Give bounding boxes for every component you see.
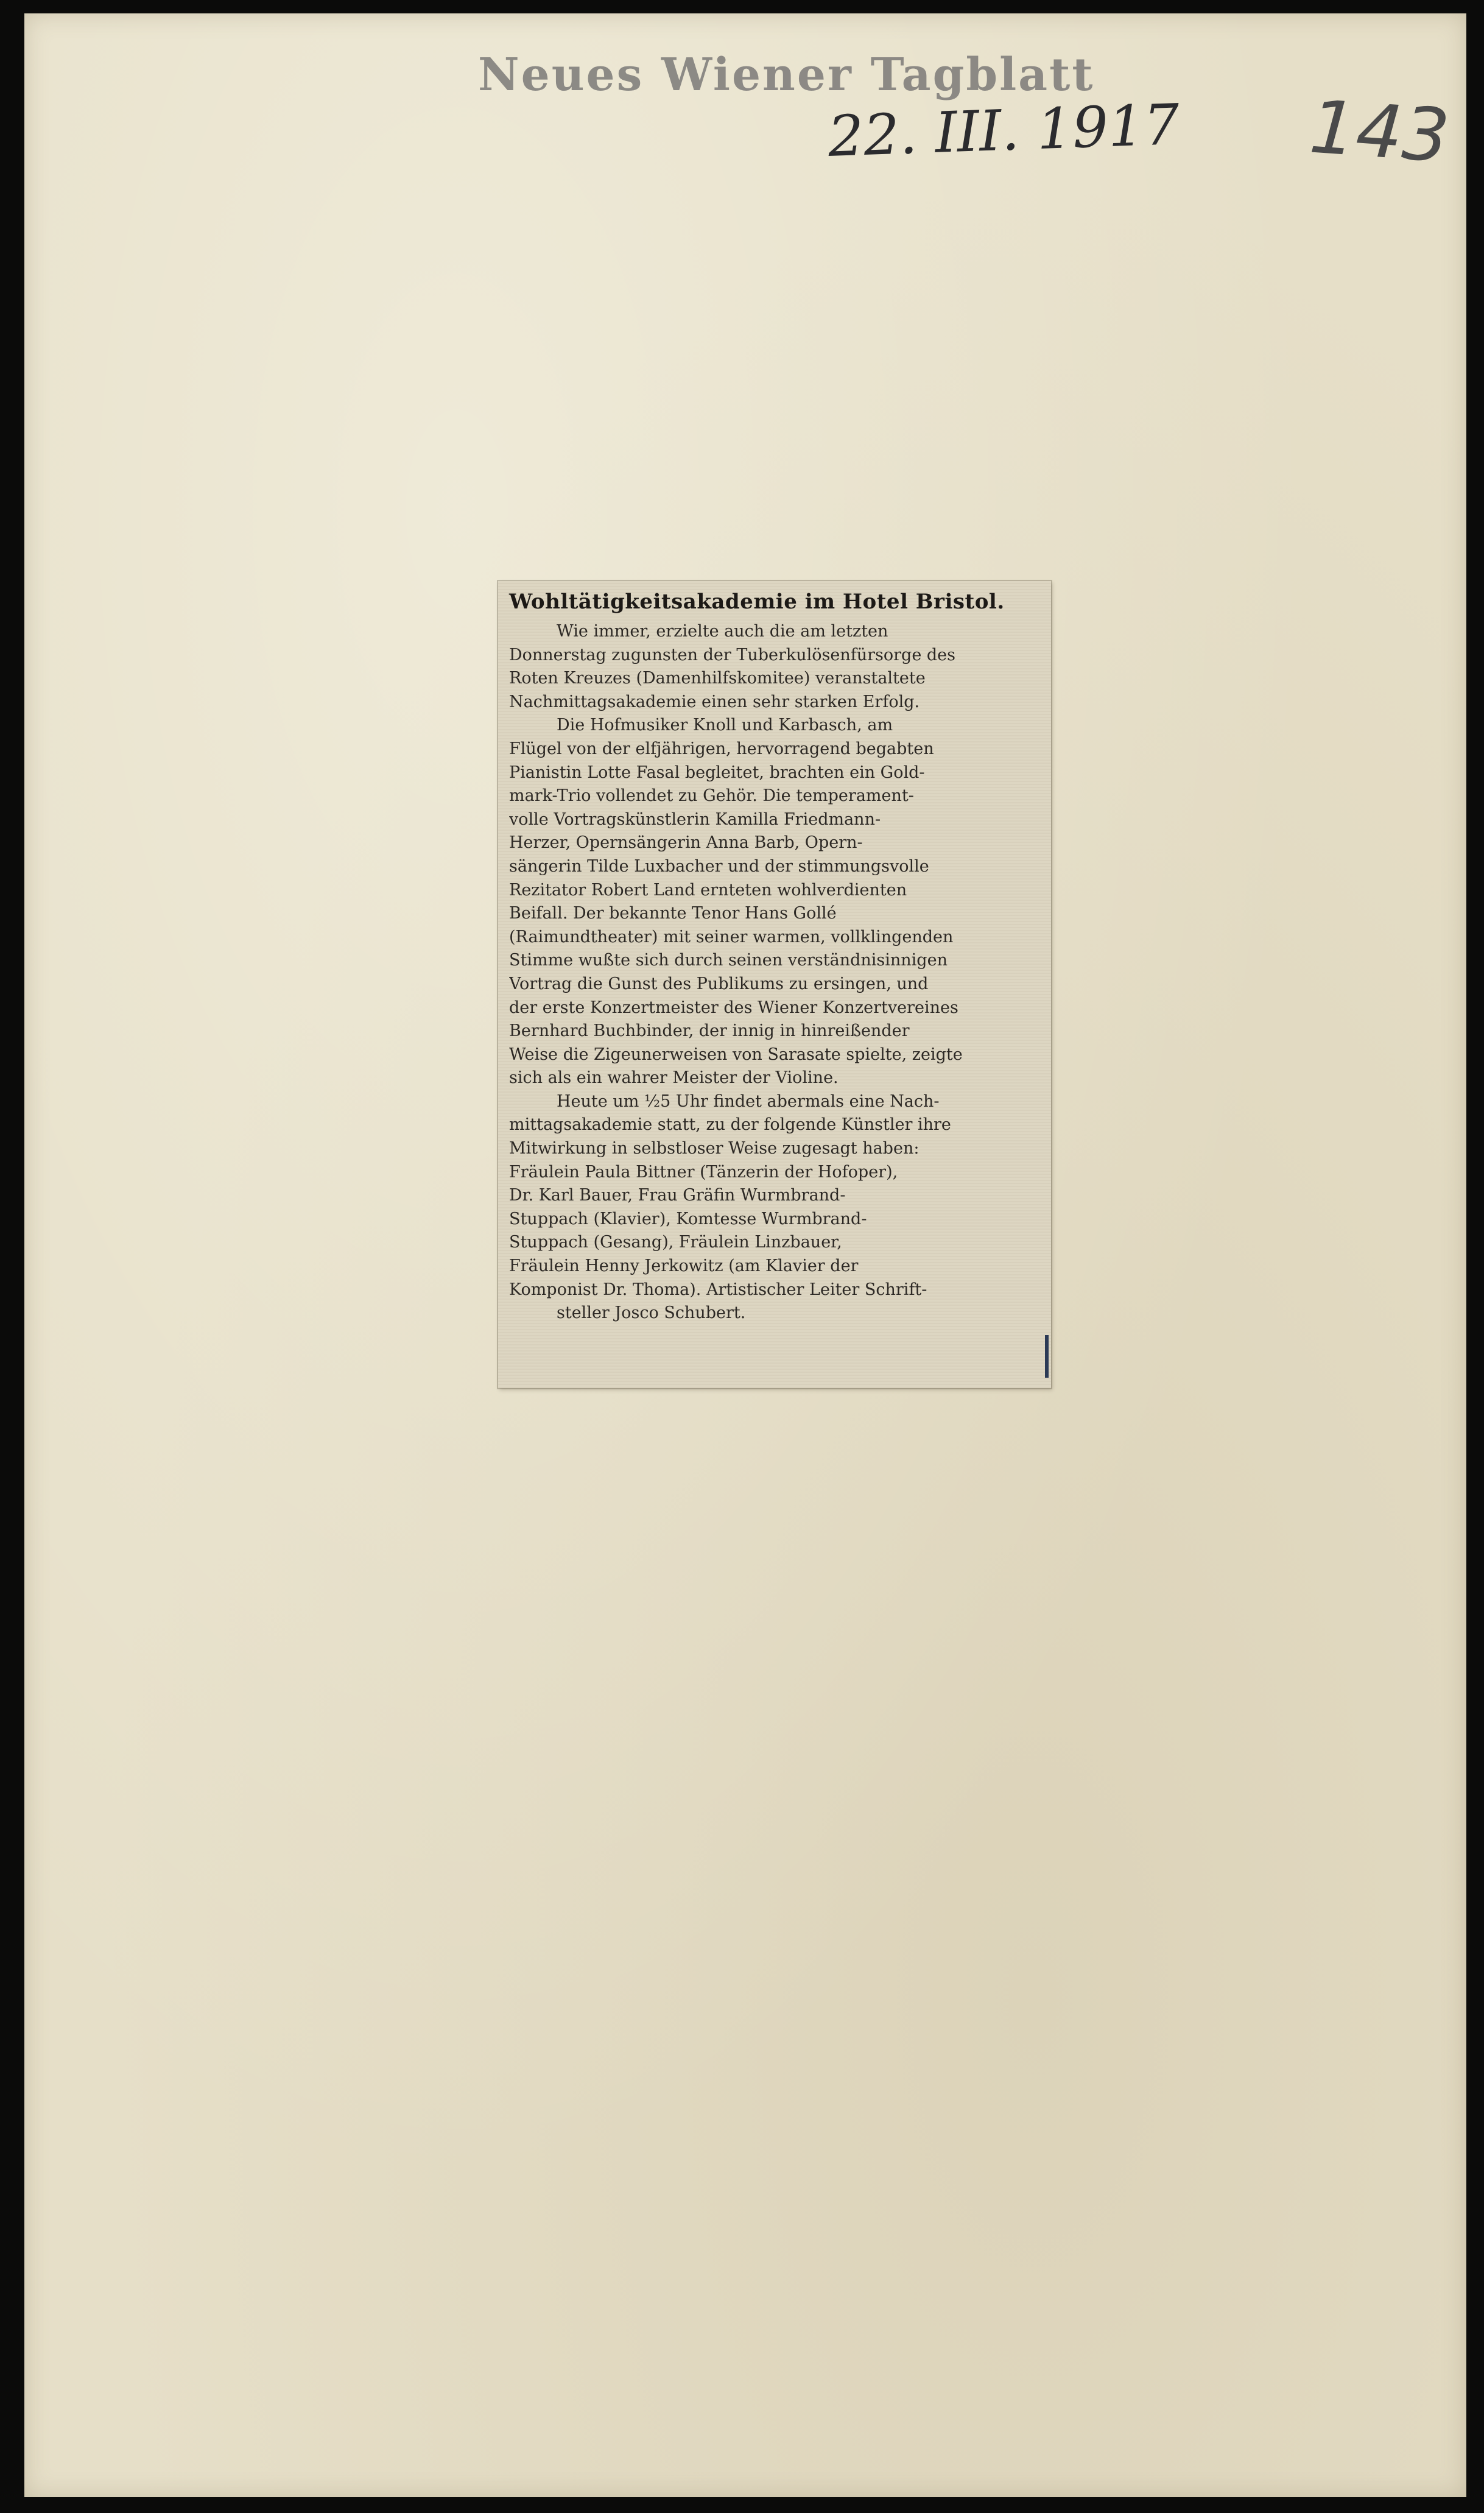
article-line: (Raimundtheater) mit seiner warmen, vollklingenden: [509, 927, 954, 946]
article-line: Donnerstag zugunsten der Tuberkulösenfürsorge des: [509, 645, 956, 664]
article-line: Bernhard Buchbinder, der innig in hinreißender: [509, 1021, 910, 1041]
article-line: Die Hofmusiker Knoll und Karbasch, am: [557, 716, 893, 735]
newspaper-clipping: [498, 581, 1051, 1388]
article-line: Mitwirkung in selbstloser Weise zugesagt haben:: [509, 1139, 920, 1158]
article-line: Fräulein Paula Bittner (Tänzerin der Hofoper),: [509, 1162, 898, 1182]
article-line: Nachmittagsakademie einen sehr starken Erfolg.: [509, 692, 920, 711]
article-line: Wie immer, erzielte auch die am letzten: [557, 622, 888, 641]
article-line: Flügel von der elfjährigen, hervorragend begabten: [509, 739, 934, 758]
article-line: Komponist Dr. Thoma). Artistischer Leiter Schrift-: [509, 1280, 927, 1299]
article-line: Pianistin Lotte Fasal begleitet, brachten ein Gold-: [509, 763, 925, 782]
article-line: sängerin Tilde Luxbacher und der stimmungsvolle: [509, 856, 929, 876]
article-line: volle Vortragskünstlerin Kamilla Friedmann-: [509, 809, 881, 829]
archive-sheet: [24, 13, 1466, 2497]
article-line: steller Josco Schubert.: [557, 1303, 746, 1323]
handwritten-date: 22. III. 1917: [827, 91, 1181, 170]
article-line: Stuppach (Klavier), Komtesse Wurmbrand-: [509, 1209, 867, 1228]
article-title: Wohltätigkeitsakademie im Hotel Bristol.: [509, 590, 1005, 614]
article-line: mittagsakademie statt, zu der folgende Künstler ihre: [509, 1115, 951, 1135]
ink-mark: [1045, 1335, 1049, 1378]
article-line: Rezitator Robert Land ernteten wohlverdienten: [509, 880, 907, 900]
article-line: Heute um ½5 Uhr findet abermals eine Nach-: [557, 1091, 940, 1111]
article-line: Vortrag die Gunst des Publikums zu ersingen, und: [509, 974, 929, 993]
article-line: Roten Kreuzes (Damenhilfskomitee) veranstaltete: [509, 669, 926, 688]
folio-number: 143: [1307, 85, 1452, 180]
article-line: Stimme wußte sich durch seinen verständnisinnigen: [509, 951, 948, 970]
article-line: Dr. Karl Bauer, Frau Gräfin Wurmbrand-: [509, 1186, 846, 1205]
article-line: Fräulein Henny Jerkowitz (am Klavier der: [509, 1256, 859, 1276]
article-line: sich als ein wahrer Meister der Violine.: [509, 1068, 839, 1088]
article-line: Herzer, Opernsängerin Anna Barb, Opern-: [509, 833, 863, 853]
article-body: [509, 620, 1040, 1325]
article-line: Beifall. Der bekannte Tenor Hans Gollé: [509, 904, 837, 923]
article-line: Weise die Zigeunerweisen von Sarasate spielte, zeigte: [509, 1045, 963, 1064]
article-line: Stuppach (Gesang), Fräulein Linzbauer,: [509, 1233, 842, 1252]
article-line: mark-Trio vollendet zu Gehör. Die temperament-: [509, 786, 914, 806]
newspaper-stamp: Neues Wiener Tagblatt: [478, 49, 1095, 101]
article-line: der erste Konzertmeister des Wiener Konzertvereines: [509, 998, 958, 1017]
